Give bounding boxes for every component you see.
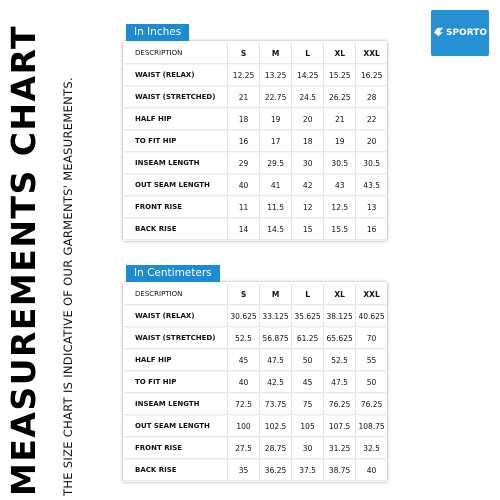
table-row bbox=[123, 197, 387, 217]
table-cell: 40 bbox=[356, 460, 387, 480]
table-cell: 65.625 bbox=[324, 328, 356, 348]
table-cell: 16.25 bbox=[356, 65, 387, 85]
column-header-size: S bbox=[228, 284, 260, 304]
row-description: TO FIT HIP bbox=[123, 372, 228, 392]
column-header-description: DESCRIPTION bbox=[123, 43, 228, 63]
table-cell: 38.75 bbox=[324, 460, 356, 480]
table-cell: 40 bbox=[228, 372, 260, 392]
table-cell: 55 bbox=[356, 350, 387, 370]
table-cell: 52.5 bbox=[324, 350, 356, 370]
table-row bbox=[123, 175, 387, 195]
table-cell: 45 bbox=[228, 350, 260, 370]
table-row bbox=[123, 416, 387, 436]
column-header-size: L bbox=[292, 284, 324, 304]
table-cell: 11 bbox=[228, 197, 260, 217]
table-cell: 75 bbox=[292, 394, 324, 414]
table-cell: 29.5 bbox=[260, 153, 292, 173]
centimeters-section-label: In Centimeters bbox=[126, 265, 220, 282]
table-cell: 12.25 bbox=[228, 65, 260, 85]
table-cell: 40 bbox=[228, 175, 260, 195]
table-cell: 13.25 bbox=[260, 65, 292, 85]
table-cell: 72.5 bbox=[228, 394, 260, 414]
table-cell: 14.5 bbox=[260, 219, 292, 239]
table-cell: 35.625 bbox=[292, 306, 324, 326]
table-cell: 13 bbox=[356, 197, 387, 217]
table-header-row bbox=[123, 43, 387, 63]
table-cell: 105 bbox=[292, 416, 324, 436]
table-cell: 15.25 bbox=[324, 65, 356, 85]
table-header-row bbox=[123, 284, 387, 304]
table-cell: 43.5 bbox=[356, 175, 387, 195]
table-cell: 19 bbox=[324, 131, 356, 151]
centimeters-table bbox=[123, 282, 387, 482]
column-header-size: M bbox=[260, 43, 292, 63]
column-header-size: XL bbox=[324, 43, 356, 63]
table-row bbox=[123, 350, 387, 370]
table-cell: 33.125 bbox=[260, 306, 292, 326]
table-cell: 18 bbox=[228, 109, 260, 129]
row-description: BACK RISE bbox=[123, 460, 228, 480]
table-cell: 17 bbox=[260, 131, 292, 151]
table-cell: 21 bbox=[324, 109, 356, 129]
table-cell: 76.25 bbox=[356, 394, 387, 414]
column-header-size: XXL bbox=[356, 43, 387, 63]
page-title: MEASUREMENTS CHART bbox=[4, 24, 43, 496]
table-cell: 47.5 bbox=[324, 372, 356, 392]
table-cell: 40.625 bbox=[356, 306, 387, 326]
inches-table bbox=[123, 41, 387, 241]
table-cell: 30 bbox=[292, 438, 324, 458]
column-header-size: XXL bbox=[356, 284, 387, 304]
table-cell: 16 bbox=[228, 131, 260, 151]
table-cell: 41 bbox=[260, 175, 292, 195]
table-row bbox=[123, 328, 387, 348]
table-cell: 18 bbox=[292, 131, 324, 151]
table-cell: 22.75 bbox=[260, 87, 292, 107]
table-cell: 19 bbox=[260, 109, 292, 129]
table-cell: 108.75 bbox=[356, 416, 387, 436]
table-cell: 35 bbox=[228, 460, 260, 480]
table-cell: 30.5 bbox=[324, 153, 356, 173]
inches-section-label: In Inches bbox=[126, 24, 189, 41]
table-cell: 15.5 bbox=[324, 219, 356, 239]
table-cell: 38.125 bbox=[324, 306, 356, 326]
table-row bbox=[123, 372, 387, 392]
table-cell: 29 bbox=[228, 153, 260, 173]
table-cell: 50 bbox=[356, 372, 387, 392]
row-description: WAIST (STRETCHED) bbox=[123, 328, 228, 348]
table-cell: 21 bbox=[228, 87, 260, 107]
table-cell: 32.5 bbox=[356, 438, 387, 458]
column-header-description: DESCRIPTION bbox=[123, 284, 228, 304]
table-row bbox=[123, 131, 387, 151]
table-cell: 43 bbox=[324, 175, 356, 195]
table-cell: 14 bbox=[228, 219, 260, 239]
row-description: WAIST (RELAX) bbox=[123, 65, 228, 85]
side-title-area bbox=[0, 0, 90, 500]
table-cell: 61.25 bbox=[292, 328, 324, 348]
table-cell: 28 bbox=[356, 87, 387, 107]
row-description: HALF HIP bbox=[123, 109, 228, 129]
row-description: INSEAM LENGTH bbox=[123, 153, 228, 173]
column-header-size: L bbox=[292, 43, 324, 63]
table-row bbox=[123, 306, 387, 326]
table-cell: 15 bbox=[292, 219, 324, 239]
table-cell: 36.25 bbox=[260, 460, 292, 480]
table-cell: 100 bbox=[228, 416, 260, 436]
table-cell: 42.5 bbox=[260, 372, 292, 392]
row-description: WAIST (STRETCHED) bbox=[123, 87, 228, 107]
table-row bbox=[123, 153, 387, 173]
table-cell: 45 bbox=[292, 372, 324, 392]
table-cell: 70 bbox=[356, 328, 387, 348]
table-row bbox=[123, 65, 387, 85]
table-row bbox=[123, 109, 387, 129]
sporto-logo-icon bbox=[433, 26, 444, 40]
table-cell: 47.5 bbox=[260, 350, 292, 370]
table-cell: 50 bbox=[292, 350, 324, 370]
table-cell: 24.5 bbox=[292, 87, 324, 107]
table-cell: 56.875 bbox=[260, 328, 292, 348]
table-cell: 30.5 bbox=[356, 153, 387, 173]
table-cell: 42 bbox=[292, 175, 324, 195]
row-description: HALF HIP bbox=[123, 350, 228, 370]
table-cell: 14.25 bbox=[292, 65, 324, 85]
table-cell: 27.5 bbox=[228, 438, 260, 458]
table-cell: 11.5 bbox=[260, 197, 292, 217]
table-cell: 22 bbox=[356, 109, 387, 129]
row-description: OUT SEAM LENGTH bbox=[123, 416, 228, 436]
table-cell: 31.25 bbox=[324, 438, 356, 458]
inches-section bbox=[123, 20, 387, 241]
row-description: FRONT RISE bbox=[123, 197, 228, 217]
row-description: FRONT RISE bbox=[123, 438, 228, 458]
row-description: OUT SEAM LENGTH bbox=[123, 175, 228, 195]
table-cell: 107.5 bbox=[324, 416, 356, 436]
table-row bbox=[123, 394, 387, 414]
table-cell: 30.625 bbox=[228, 306, 260, 326]
sporto-logo bbox=[431, 10, 489, 56]
table-cell: 12.5 bbox=[324, 197, 356, 217]
row-description: WAIST (RELAX) bbox=[123, 306, 228, 326]
table-cell: 30 bbox=[292, 153, 324, 173]
table-cell: 76.25 bbox=[324, 394, 356, 414]
table-row bbox=[123, 438, 387, 458]
table-row bbox=[123, 87, 387, 107]
table-row bbox=[123, 219, 387, 239]
table-cell: 52.5 bbox=[228, 328, 260, 348]
table-cell: 20 bbox=[356, 131, 387, 151]
row-description: INSEAM LENGTH bbox=[123, 394, 228, 414]
centimeters-section bbox=[123, 261, 387, 482]
row-description: BACK RISE bbox=[123, 219, 228, 239]
table-cell: 12 bbox=[292, 197, 324, 217]
table-cell: 20 bbox=[292, 109, 324, 129]
table-cell: 73.75 bbox=[260, 394, 292, 414]
column-header-size: M bbox=[260, 284, 292, 304]
page-subtitle: THE SIZE CHART IS INDICATIVE OF OUR GARMENTS' MEASUREMENTS. bbox=[61, 77, 75, 496]
table-cell: 28.75 bbox=[260, 438, 292, 458]
column-header-size: S bbox=[228, 43, 260, 63]
table-row bbox=[123, 460, 387, 480]
table-cell: 16 bbox=[356, 219, 387, 239]
table-cell: 26.25 bbox=[324, 87, 356, 107]
column-header-size: XL bbox=[324, 284, 356, 304]
logo-text: SPORTO bbox=[445, 28, 488, 38]
table-cell: 102.5 bbox=[260, 416, 292, 436]
table-cell: 37.5 bbox=[292, 460, 324, 480]
row-description: TO FIT HIP bbox=[123, 131, 228, 151]
